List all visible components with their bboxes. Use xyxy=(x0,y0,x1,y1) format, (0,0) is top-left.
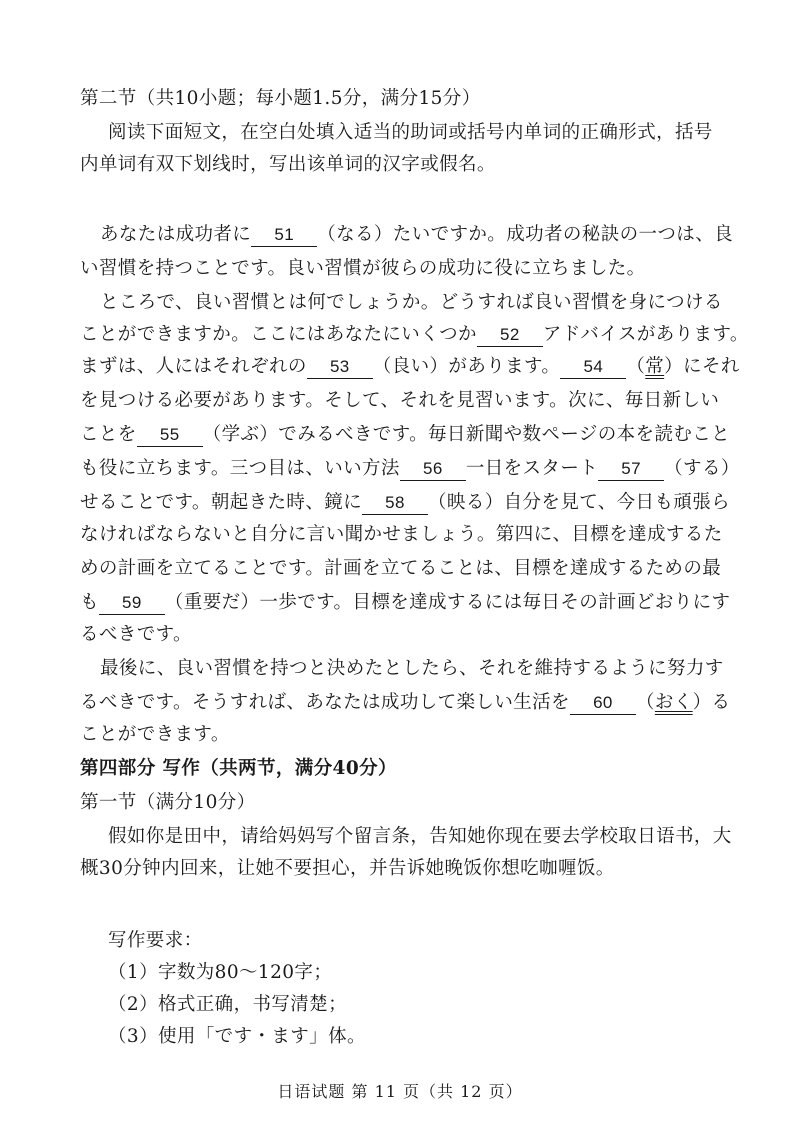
passage-line-15: るべきです。そうすれば、あなたは成功して楽しい生活を 60 （おく）る xyxy=(80,692,731,713)
section-title: 第二节（共10小题；每小题1.5分，满分15分） xyxy=(80,88,481,109)
task-line-1: 假如你是田中，请给妈妈写个留言条，告知她你现在要去学校取日语书，大 xyxy=(108,826,732,847)
instruction-line-2: 内单词有双下划线时，写出该单词的汉字或假名。 xyxy=(80,154,496,175)
passage-line-3: ところで、良い習慣とは何でしょうか。どうすれば良い習慣を身につける xyxy=(100,292,723,313)
passage-line-14: 最後に、良い習慣を持つと決めたとしたら、それを維持するように努力す xyxy=(100,658,724,679)
requirement-2: （2）格式正确，书写清楚； xyxy=(108,994,347,1015)
passage-line-11: めの計画を立てることです。計画を立てることは、目標を達成するための最 xyxy=(80,558,722,579)
section1-title: 第一节（满分10分） xyxy=(80,792,256,813)
page-footer: 日语试题 第 11 页（共 12 页） xyxy=(277,1082,523,1101)
passage-line-5: まずは、人にはそれぞれの 53 （良い）があります。 54 （常）にそれ xyxy=(80,356,740,377)
passage-line-4: ことができますか。ここにはあなたにいくつか 52 アドバイスがあります。 xyxy=(80,324,749,345)
passage-line-8: も役に立ちます。三つ目は、いい方法 56 一日をスタート 57 （する） xyxy=(80,458,740,479)
requirement-3: （3）使用「です・ます」体。 xyxy=(108,1026,366,1047)
passage-line-1: あなたは成功者に 51 （なる）たいですか。成功者の秘訣の一つは、良 xyxy=(100,224,734,245)
blank-51[interactable]: 51 xyxy=(251,224,317,247)
blank-59[interactable]: 59 xyxy=(99,592,165,615)
task-line-2: 概30分钟内回来，让她不要担心，并告诉她晚饭你想吃咖喱饭。 xyxy=(80,858,615,879)
blank-60[interactable]: 60 xyxy=(570,692,636,715)
double-underlined-word: おく xyxy=(654,692,693,713)
passage-line-9: せることです。朝起きた時、鏡に 58 （映る）自分を見て、今日も頑張ら xyxy=(80,492,731,513)
part4-title: 第四部分 写作（共两节，满分40分） xyxy=(80,758,397,779)
passage-line-6: を見つける必要があります。そして、それを見習います。次に、毎日新しい xyxy=(80,390,720,411)
blank-53[interactable]: 53 xyxy=(307,356,373,379)
passage-line-10: なければならないと自分に言い聞かせましょう。第四に、目標を達成するた xyxy=(80,524,723,545)
passage-line-12: も 59 （重要だ）一歩です。目標を達成するには毎日その計画どおりにす xyxy=(80,592,731,613)
blank-58[interactable]: 58 xyxy=(362,492,428,515)
blank-52[interactable]: 52 xyxy=(477,324,543,347)
passage-line-16: ことができます。 xyxy=(80,724,230,745)
passage-line-7: ことを 55 （学ぶ）でみるべきです。毎日新聞や数ページの本を読むこと xyxy=(80,424,731,445)
requirements-title: 写作要求： xyxy=(108,930,203,951)
passage-line-2: い習慣を持つことです。良い習慣が彼らの成功に役に立ちました。 xyxy=(80,258,646,279)
passage-line-13: るべきです。 xyxy=(80,624,192,645)
double-underlined-word: 常 xyxy=(645,356,665,377)
blank-55[interactable]: 55 xyxy=(137,424,203,447)
blank-54[interactable]: 54 xyxy=(560,356,626,379)
blank-56[interactable]: 56 xyxy=(400,458,466,481)
blank-57[interactable]: 57 xyxy=(598,458,664,481)
instruction-line-1: 阅读下面短文，在空白处填入适当的助词或括号内单词的正确形式，括号 xyxy=(108,122,713,143)
requirement-1: （1）字数为80～120字； xyxy=(108,962,333,983)
